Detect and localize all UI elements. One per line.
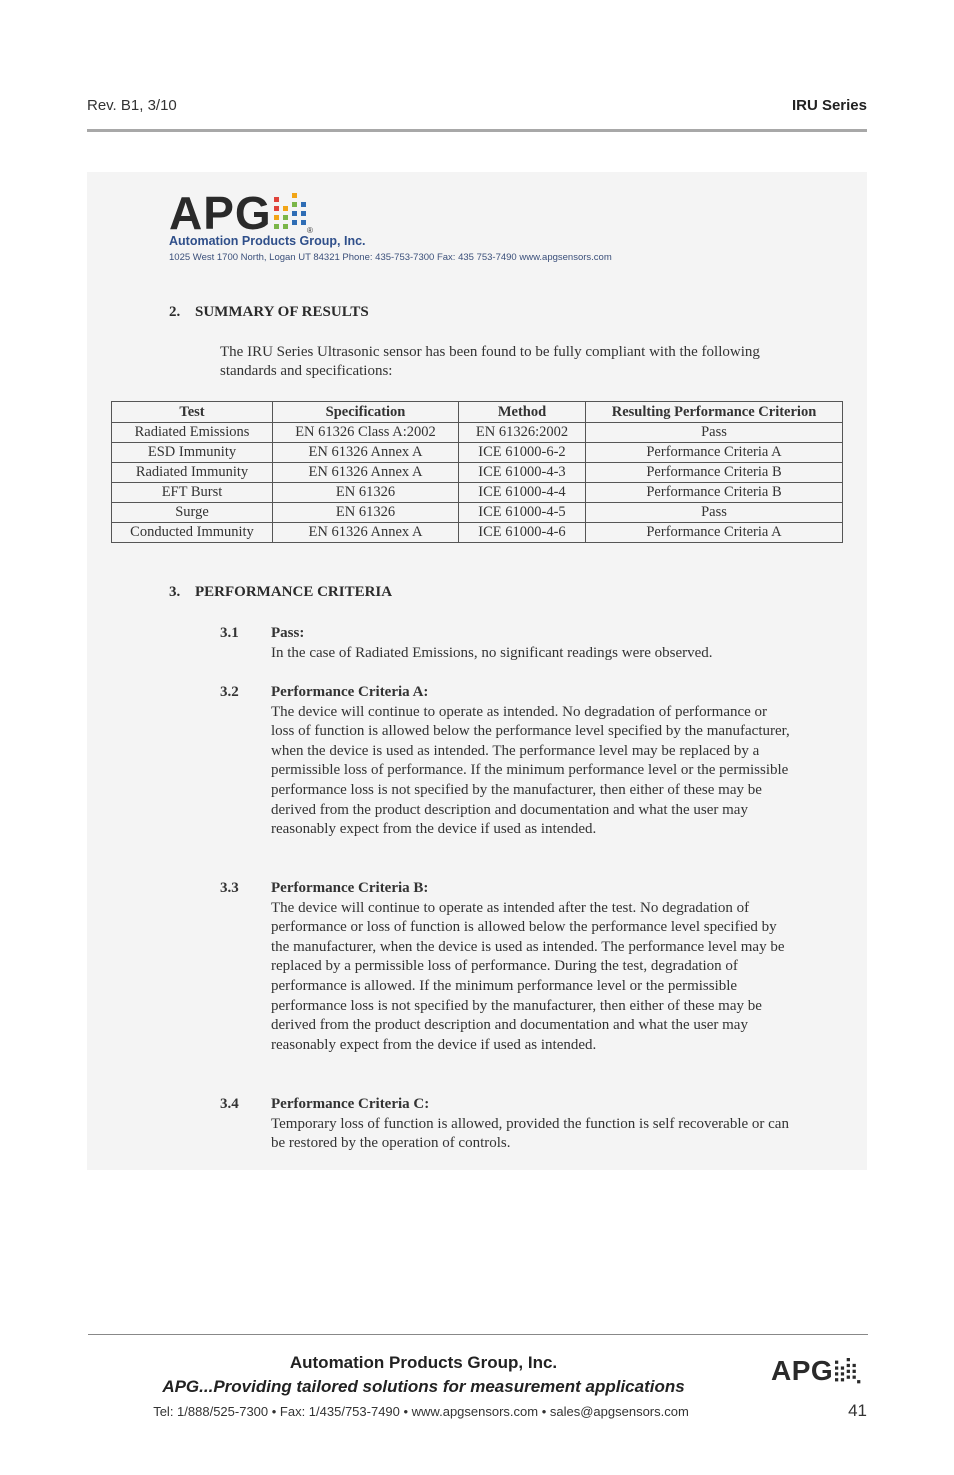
- logo-wordmark: APG: [169, 187, 272, 239]
- column-header-test: Test: [112, 402, 273, 423]
- table-row: [112, 483, 843, 503]
- footer-apg-logo: [771, 1356, 861, 1386]
- cell-method: ICE 61000-4-5: [459, 503, 586, 523]
- scanned-certificate: [87, 172, 867, 1170]
- footer-company: Automation Products Group, Inc.: [289, 1353, 558, 1372]
- criteria-number: 3.4: [220, 1096, 239, 1112]
- cell-criterion: Pass: [586, 423, 843, 443]
- cell-criterion: Performance Criteria B: [586, 463, 843, 483]
- results-table: [111, 401, 843, 543]
- cell-test: Radiated Emissions: [112, 423, 273, 443]
- footer-contact: Tel: 1/888/525-7300 • Fax: 1/435/753-7490 • www.apgsensors.com • sales@apgsensors.com: [153, 1404, 689, 1419]
- section-3-title: [169, 584, 392, 601]
- table-row: [112, 463, 843, 483]
- cell-specification: EN 61326: [273, 483, 459, 503]
- apg-letterhead-logo: [169, 187, 314, 239]
- criteria-heading: Performance Criteria A:: [271, 684, 429, 700]
- cell-method: EN 61326:2002: [459, 423, 586, 443]
- criteria-text: The device will continue to operate as intended. No degradation of performance or loss of function is allowed below the performance level specified by the manufacturer, when the device is used as intended. The performance level may be replaced by a permissible loss of performance. If the minimum performance level or the permissible performance loss is not specified by the manufacturer, then either of these may be derived from the product description and documentation and what the user may reasonably expect from the device if used as intended.: [271, 703, 790, 838]
- logo-grid-icon: [274, 193, 314, 233]
- header-revision: Rev. B1, 3/10: [87, 97, 177, 114]
- cell-criterion: Performance Criteria A: [586, 443, 843, 463]
- cell-test: Surge: [112, 503, 273, 523]
- criteria-item: [220, 879, 791, 1055]
- cell-specification: EN 61326: [273, 503, 459, 523]
- criteria-text: Temporary loss of function is allowed, provided the function is self recoverable or can be restored by the operation of controls.: [271, 1115, 789, 1152]
- cell-method: ICE 61000-4-6: [459, 523, 586, 543]
- criteria-text: In the case of Radiated Emissions, no significant readings were observed.: [271, 644, 713, 661]
- criteria-heading: Performance Criteria B:: [271, 880, 429, 896]
- letterhead-company: Automation Products Group, Inc.: [169, 234, 366, 248]
- column-header-specification: Specification: [273, 402, 459, 423]
- footer-logo-grid-icon: [835, 1358, 861, 1384]
- cell-criterion: Performance Criteria A: [586, 523, 843, 543]
- registered-mark: ®: [306, 226, 313, 233]
- footer-logo-wordmark: APG: [771, 1355, 834, 1386]
- criteria-item: [220, 683, 791, 840]
- cell-criterion: Pass: [586, 503, 843, 523]
- section-3-heading: PERFORMANCE CRITERIA: [195, 584, 393, 600]
- criteria-text: The device will continue to operate as intended after the test. No degradation of performance or loss of function is allowed below the performance level specified by the manufacturer, when the device is used as intended. The performance level may be replaced by a permissible loss of performance. During the test, degradation of performance is allowed. If the minimum performance level or the permissible performance loss is not specified by the manufacturer, then either of these may be derived from the product description and documentation and what the user may reasonably expect from the device if used as intended.: [271, 899, 785, 1053]
- cell-test: Radiated Immunity: [112, 463, 273, 483]
- letterhead-address: 1025 West 1700 North, Logan UT 84321 Phone: 435-753-7300 Fax: 435 753-7490 www.apgsensors.com: [169, 252, 612, 263]
- cell-method: ICE 61000-4-3: [459, 463, 586, 483]
- criteria-number: 3.2: [220, 684, 239, 700]
- criteria-number: 3.1: [220, 625, 239, 641]
- cell-test: ESD Immunity: [112, 443, 273, 463]
- section-3-number: 3.: [169, 584, 181, 600]
- results-header-row: [112, 402, 843, 423]
- page-number: 41: [848, 1401, 867, 1420]
- cell-specification: EN 61326 Annex A: [273, 463, 459, 483]
- cell-criterion: Performance Criteria B: [586, 483, 843, 503]
- criteria-item: [220, 624, 791, 663]
- cell-specification: EN 61326 Class A:2002: [273, 423, 459, 443]
- criteria-heading: Performance Criteria C:: [271, 1096, 430, 1112]
- table-row: [112, 423, 843, 443]
- criteria-number: 3.3: [220, 880, 239, 896]
- header-divider: [87, 129, 867, 132]
- column-header-method: Method: [459, 402, 586, 423]
- section-2-heading: SUMMARY OF RESULTS: [195, 304, 369, 320]
- footer-divider: [88, 1334, 868, 1335]
- table-row: [112, 443, 843, 463]
- footer-tagline: APG...Providing tailored solutions for measurement applications: [162, 1377, 685, 1396]
- criteria-item: [220, 1095, 791, 1154]
- cell-test: Conducted Immunity: [112, 523, 273, 543]
- section-2-intro: The IRU Series Ultrasonic sensor has been found to be fully compliant with the following standards and specifications:: [220, 344, 760, 379]
- section-2-number: 2.: [169, 304, 181, 320]
- section-2-title: [169, 304, 369, 321]
- header-series: IRU Series: [791, 97, 867, 114]
- criteria-heading: Pass:: [271, 625, 305, 641]
- table-row: [112, 503, 843, 523]
- cell-method: ICE 61000-6-2: [459, 443, 586, 463]
- cell-test: EFT Burst: [112, 483, 273, 503]
- column-header-criterion: Resulting Performance Criterion: [586, 402, 843, 423]
- table-row: [112, 523, 843, 543]
- cell-method: ICE 61000-4-4: [459, 483, 586, 503]
- cell-specification: EN 61326 Annex A: [273, 443, 459, 463]
- cell-specification: EN 61326 Annex A: [273, 523, 459, 543]
